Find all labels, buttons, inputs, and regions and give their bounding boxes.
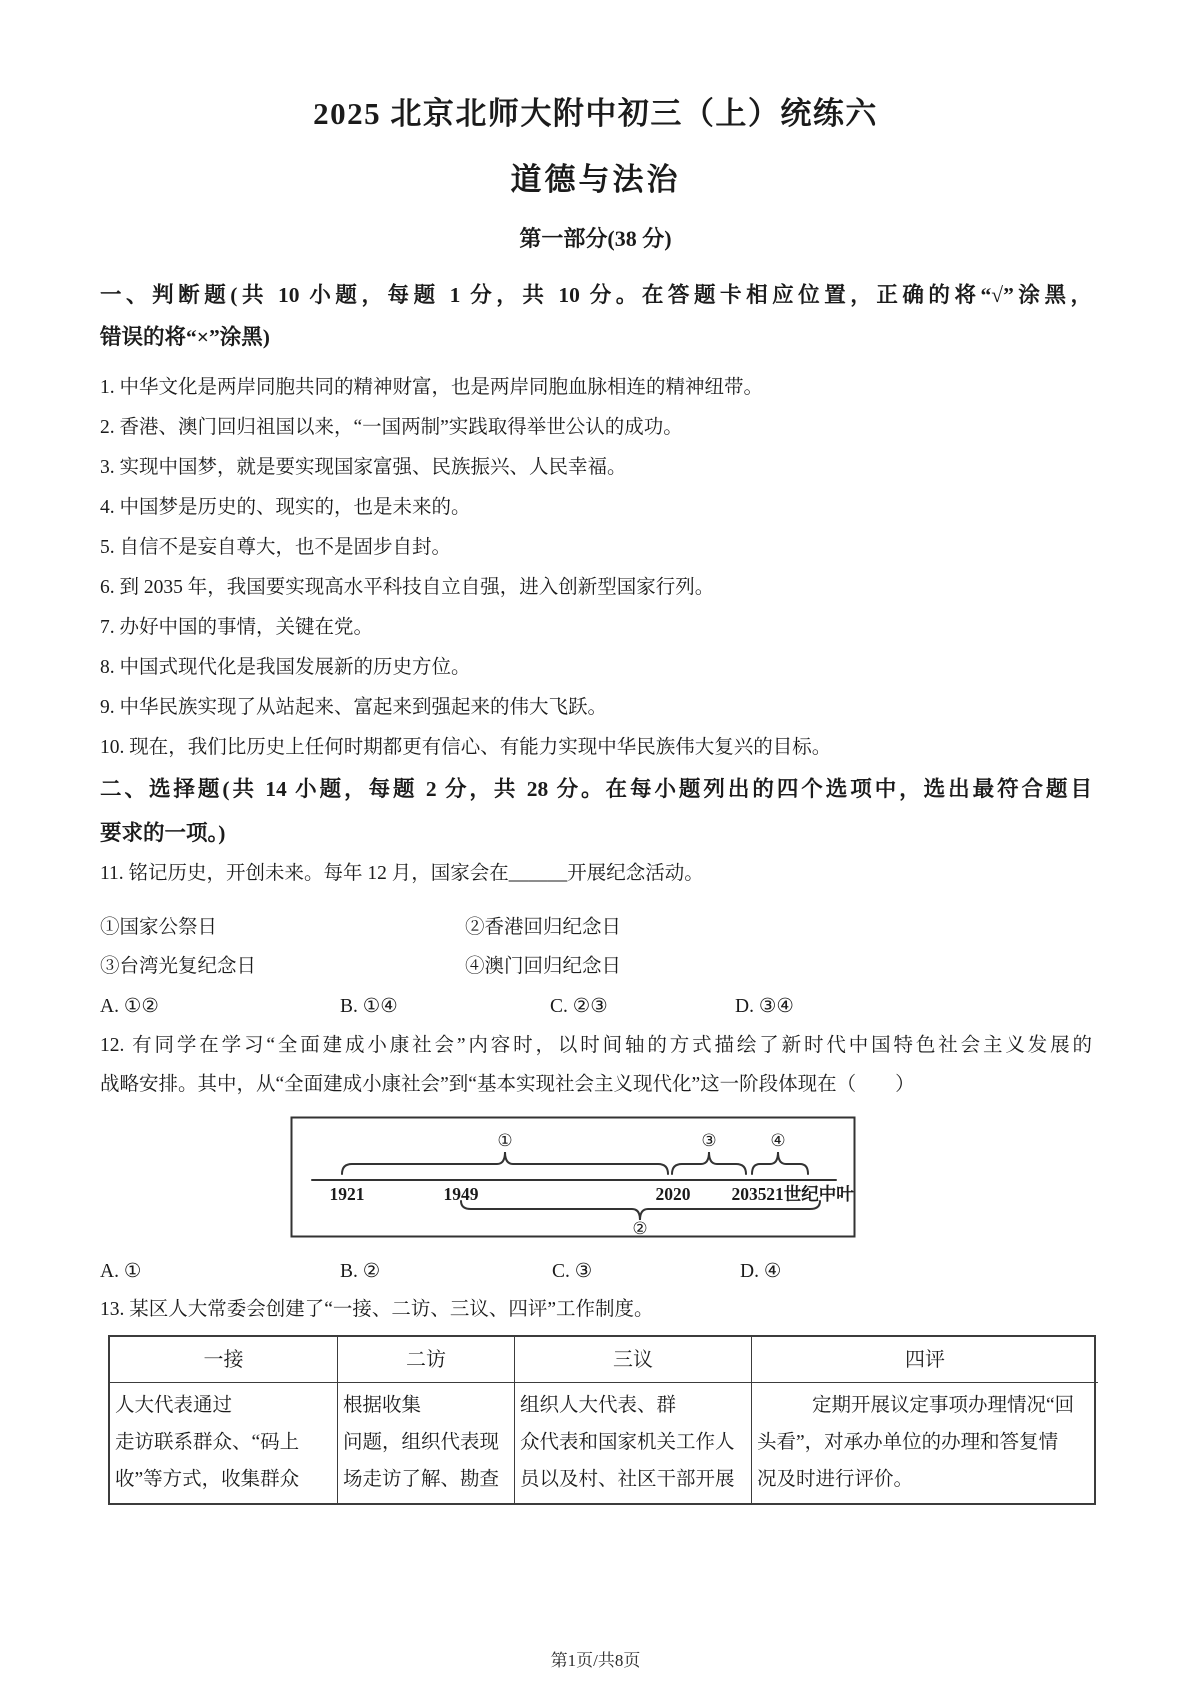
tf-item-1: 1. 中华文化是两岸同胞共同的精神财富，也是两岸同胞血脉相连的精神纽带。 [100, 377, 764, 398]
q12-option-d: D. ④ [740, 1261, 782, 1282]
brace-3-icon [672, 1152, 746, 1174]
timeline-year-2020: 2020 [655, 1184, 691, 1204]
timeline-figure [290, 1116, 856, 1238]
subject-title: 道德与法治 [510, 162, 681, 197]
q12-option-a: A. ① [100, 1261, 142, 1282]
tf-item-6: 6. 到 2035 年，我国要实现高水平科技自立自强，进入创新型国家行列。 [100, 577, 715, 598]
q11-choice-2: ②香港回归纪念日 [465, 917, 622, 938]
q13-table [108, 1335, 1096, 1505]
q12-stem-line1: 12. 有同学在学习“全面建成小康社会”内容时，以时间轴的方式描绘了新时代中国特色社会主义发展的 [100, 1035, 1092, 1056]
q13-table-cell-1: 人大代表通过 走访联系群众、“码上 收”等方式，收集群众 [115, 1395, 300, 1490]
q11-option-b: B. ①④ [340, 996, 398, 1017]
brace-4-icon [752, 1152, 808, 1174]
page-title: 2025 北京北师大附中初三（上）统练六 [313, 96, 878, 131]
timeline-year-mid-21st-century: 21世纪中叶 [766, 1184, 854, 1204]
q11-option-d: D. ③④ [735, 996, 794, 1017]
timeline-marker-3: ③ [701, 1131, 717, 1150]
q13-stem: 13. 某区人大常委会创建了“一接、二访、三议、四评”工作制度。 [100, 1299, 654, 1320]
section1-heading-line2: 错误的将“×”涂黑) [100, 325, 270, 349]
tf-item-5: 5. 自信不是妄自尊大，也不是固步自封。 [100, 537, 452, 558]
q11-stem: 11. 铭记历史，开创未来。每年 12 月，国家会在______开展纪念活动。 [100, 863, 704, 884]
q13-table-header-3: 三议 [514, 1337, 751, 1383]
timeline-marker-2: ② [632, 1219, 648, 1238]
timeline-year-1921: 1921 [329, 1184, 365, 1204]
q13-table-cell-3: 组织人大代表、群 众代表和国家机关工作人 员以及村、社区干部开展 [514, 1383, 751, 1503]
tf-item-7: 7. 办好中国的事情，关键在党。 [100, 617, 374, 638]
q11-choice-3: ③台湾光复纪念日 [100, 956, 257, 977]
section2-heading-line2: 要求的一项。) [100, 821, 226, 845]
timeline-year-1949: 1949 [443, 1184, 479, 1204]
tf-item-8: 8. 中国式现代化是我国发展新的历史方位。 [100, 657, 471, 678]
timeline-year-2035: 2035 [731, 1184, 767, 1204]
q11-choice-4: ④澳门回归纪念日 [465, 956, 622, 977]
page-footer: 第1页/共8页 [550, 1651, 641, 1670]
q12-option-c: C. ③ [552, 1261, 593, 1282]
q13-table-header-4: 四评 [751, 1337, 1098, 1383]
q11-choice-1: ①国家公祭日 [100, 917, 218, 938]
section2-heading-line1: 二、选择题(共 14 小题，每题 2 分，共 28 分。在每小题列出的四个选项中，选出最符合题目 [100, 777, 1092, 801]
part-heading: 第一部分(38 分) [519, 226, 672, 251]
tf-item-2: 2. 香港、澳门回归祖国以来，“一国两制”实践取得举世公认的成功。 [100, 417, 683, 438]
tf-item-3: 3. 实现中国梦，就是要实现国家富强、民族振兴、人民幸福。 [100, 457, 627, 478]
q12-stem-line2: 战略安排。其中，从“全面建成小康社会”到“基本实现社会主义现代化”这一阶段体现在（ ） [100, 1074, 915, 1095]
section1-heading-line1: 一、判断题(共 10 小题，每题 1 分，共 10 分。在答题卡相应位置，正确的将“√”涂黑， [100, 283, 1092, 307]
timeline-marker-4: ④ [770, 1131, 786, 1150]
timeline-marker-1: ① [497, 1131, 513, 1150]
brace-1-icon [342, 1152, 668, 1174]
q13-table-header-2: 二访 [337, 1337, 514, 1383]
q13-table-cell-4: 定期开展议定事项办理情况“回 头看”，对承办单位的办理和答复情 况及时进行评价。 [751, 1383, 1098, 1503]
q11-option-c: C. ②③ [550, 996, 608, 1017]
q13-table-header-1: 一接 [110, 1337, 337, 1383]
tf-item-4: 4. 中国梦是历史的、现实的，也是未来的。 [100, 497, 471, 518]
q11-option-a: A. ①② [100, 996, 159, 1017]
tf-item-10: 10. 现在，我们比历史上任何时期都更有信心、有能力实现中华民族伟大复兴的目标。 [100, 737, 832, 758]
q13-table-cell-2: 根据收集 问题，组织代表现 场走访了解、勘查 [337, 1383, 514, 1503]
q12-option-b: B. ② [340, 1261, 381, 1282]
tf-item-9: 9. 中华民族实现了从站起来、富起来到强起来的伟大飞跃。 [100, 697, 608, 718]
